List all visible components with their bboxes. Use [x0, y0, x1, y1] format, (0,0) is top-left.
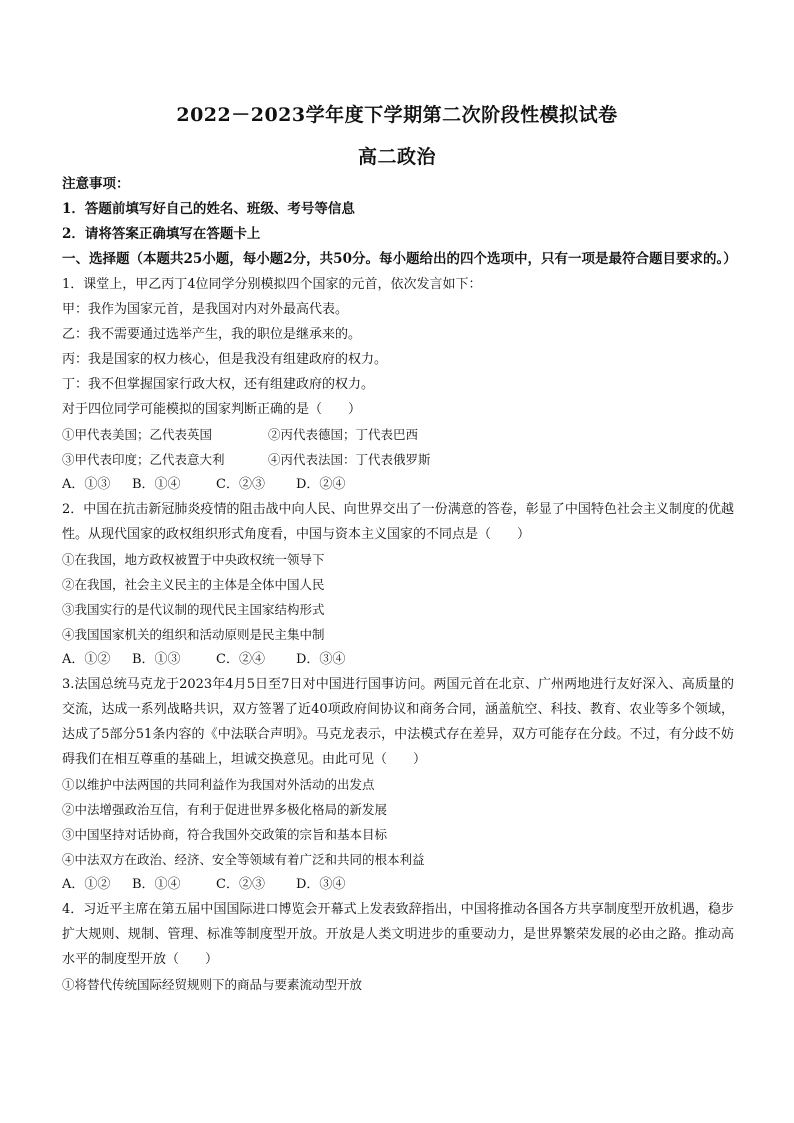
subject-title: 高二政治	[357, 146, 436, 168]
option-c: C．②④	[216, 652, 265, 667]
question-stem: 2．中国在抗击新冠肺炎疫情的阻击战中向人民、向世界交出了一份满意的答卷，彰显了中国特色社会主义制度的优越性。从现代国家的政权组织形式角度看，中国与资本主义国家的不同点是（ ）	[62, 502, 734, 542]
statement: ③我国实行的是代议制的现代民主国家结构形式	[62, 602, 325, 617]
option-b: B．①③	[132, 652, 181, 667]
option-d: D．③④	[296, 877, 346, 892]
option-b: B．①④	[132, 877, 181, 892]
notice-item: 1．答题前填写好自己的姓名、班级、考号等信息	[62, 201, 355, 217]
option-c: C．②③	[216, 477, 265, 492]
answer-options	[62, 647, 734, 672]
question-line: 甲：我作为国家元首，是我国对内对外最高代表。	[62, 302, 349, 317]
question-stem: 1．课堂上，甲乙丙丁4位同学分别模拟四个国家的元首，依次发言如下：	[62, 277, 482, 292]
statement: ④丙代表法国：丁代表俄罗斯	[268, 452, 431, 467]
notice-item: 2．请将答案正确填写在答题卡上	[62, 226, 261, 242]
statement: ④中法双方在政治、经济、安全等领域有着广泛和共同的根本利益	[62, 852, 425, 867]
answer-options	[62, 872, 734, 897]
exam-title: 2022－2023学年度下学期第二次阶段性模拟试卷	[176, 104, 618, 126]
statement: ②在我国，社会主义民主的主体是全体中国人民	[62, 577, 325, 592]
statement: ②丙代表德国；丁代表巴西	[268, 427, 419, 442]
question-line: 乙：我不需要通过选举产生，我的职位是继承来的。	[62, 327, 362, 342]
question-stem: 3.法国总统马克龙于2023年4月5日至7日对中国进行国事访问。两国元首在北京、广州两地进行友好深入、高质量的交流，达成一系列战略共识，双方签署了近40项政府间协议和商务合同，涵盖航空、科技、教育、农业等多个领域，达成了5部分51条内容的《中法联合声明》。马克龙表示，中法模式存在差异，双方可能存在分歧。不过，有分歧不妨碍我们在相互尊重的基础上，坦诚交换意见。由此可见（ ）	[62, 677, 734, 767]
option-a: A．①③	[62, 477, 111, 492]
option-b: B．①④	[132, 477, 181, 492]
statement: ①将替代传统国际经贸规则下的商品与要素流动型开放	[62, 977, 363, 992]
statement-pair	[62, 447, 734, 472]
statement: ③甲代表印度；乙代表意大利	[62, 452, 225, 467]
option-c: C．②③	[216, 877, 265, 892]
option-d: D．②④	[296, 477, 346, 492]
option-d: D．③④	[296, 652, 346, 667]
option-a: A．①②	[62, 877, 111, 892]
statement: ③中国坚持对话协商，符合我国外交政策的宗旨和基本目标	[62, 827, 388, 842]
statement: ①在我国，地方政权被置于中央政权统一领导下	[62, 552, 325, 567]
answer-options	[62, 472, 734, 497]
question-line: 对于四位同学可能模拟的国家判断正确的是（ ）	[62, 402, 362, 417]
statement: ④我国国家机关的组织和活动原则是民主集中制	[62, 627, 325, 642]
statement: ②中法增强政治互信，有利于促进世界多极化格局的新发展	[62, 802, 388, 817]
statement: ①以维护中法两国的共同利益作为我国对外活动的出发点	[62, 777, 375, 792]
statement: ①甲代表美国；乙代表英国	[62, 427, 213, 442]
section-heading: 一、选择题（本题共25小题，每小题2分，共50分。每小题给出的四个选项中，只有一项是最符合题目要求的。）	[62, 251, 737, 267]
statement-pair	[62, 422, 734, 447]
exam-body	[62, 172, 737, 997]
question-stem: 4．习近平主席在第五届中国国际进口博览会开幕式上发表致辞指出，中国将推动各国各方共享制度型开放机遇，稳步扩大规则、规制、管理、标准等制度型开放。开放是人类文明进步的重要动力，是世界繁荣发展的必由之路。推动高水平的制度型开放（ ）	[62, 902, 734, 967]
notice-heading: 注意事项：	[62, 176, 130, 192]
question-line: 丙：我是国家的权力核心，但是我没有组建政府的权力。	[62, 352, 388, 367]
option-a: A．①②	[62, 652, 111, 667]
question-line: 丁：我不但掌握国家行政大权，还有组建政府的权力。	[62, 377, 375, 392]
